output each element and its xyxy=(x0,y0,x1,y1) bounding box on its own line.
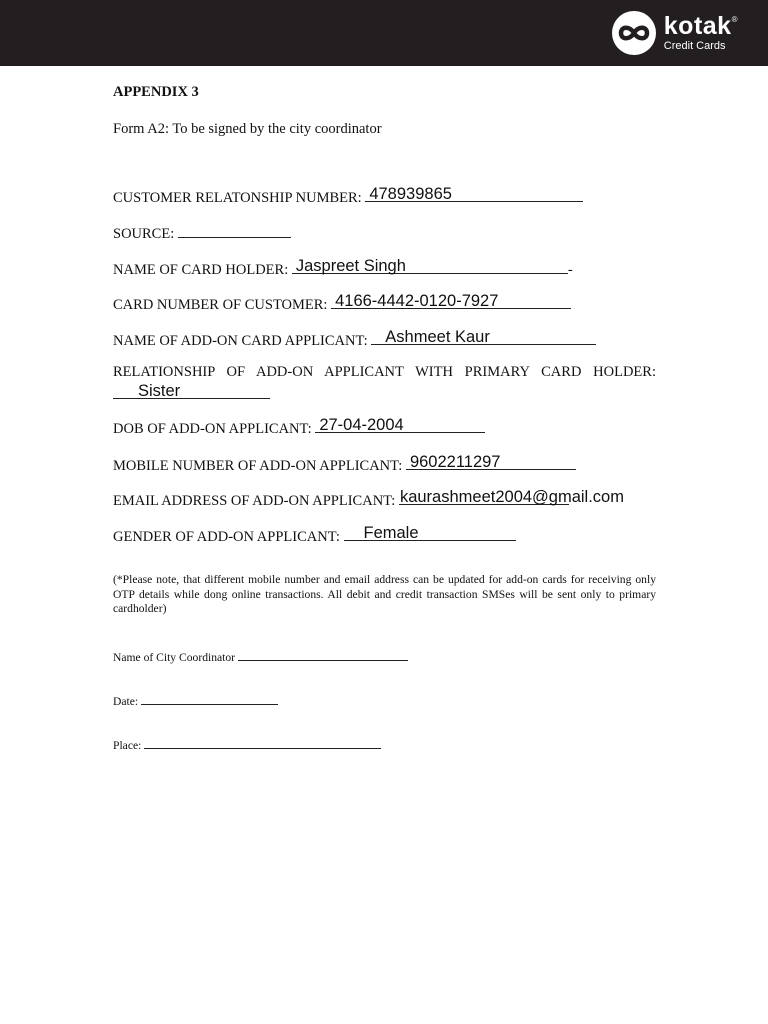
coordinator-row xyxy=(113,648,408,664)
addon-name-value: Ashmeet Kaur xyxy=(385,328,490,346)
email-value: kaurashmeet2004@gmail.com xyxy=(399,488,624,506)
addon-name-label: NAME OF ADD-ON CARD APPLICANT: xyxy=(113,333,368,349)
kotak-infinity-logo-icon xyxy=(611,10,657,56)
relationship-value: Sister xyxy=(138,382,181,400)
place-row xyxy=(113,736,381,752)
addon-name-row xyxy=(113,330,596,350)
card-holder-field[interactable] xyxy=(292,259,568,274)
mobile-label: MOBILE NUMBER OF ADD-ON APPLICANT: xyxy=(113,458,403,474)
disclaimer-note: (*Please note, that different mobile number and email address can be updated for add-on cards for receiving only OTP details while dong online transactions. All debit and credit transaction SMSes will be sent only to primary cardholder) xyxy=(113,573,656,615)
card-holder-row xyxy=(113,259,573,279)
card-number-value: 4166-4442-0120-7927 xyxy=(335,292,499,310)
relationship-row xyxy=(113,384,270,404)
mobile-value: 9602211297 xyxy=(409,453,501,471)
page-header xyxy=(0,0,768,66)
source-row xyxy=(113,223,291,243)
gender-label: GENDER OF ADD-ON APPLICANT: xyxy=(113,529,340,545)
email-row xyxy=(113,488,624,510)
brand-subtitle: Credit Cards xyxy=(663,40,726,52)
relationship-label: RELATIONSHIP OF ADD-ON APPLICANT WITH PRIMARY CARD HOLDER: xyxy=(113,364,656,380)
crn-label: CUSTOMER RELATONSHIP NUMBER: xyxy=(113,190,362,206)
dob-value: 27-04-2004 xyxy=(319,416,404,434)
card-holder-value: Jaspreet Singh xyxy=(295,257,406,275)
date-field[interactable] xyxy=(141,692,278,705)
email-field[interactable] xyxy=(399,488,624,506)
dob-row xyxy=(113,418,485,438)
mobile-row xyxy=(113,455,576,475)
date-label: Date: xyxy=(113,695,139,708)
crn-value: 478939865 xyxy=(369,185,452,203)
crn-row xyxy=(113,187,583,207)
coordinator-field[interactable] xyxy=(238,648,408,661)
card-holder-label: NAME OF CARD HOLDER: xyxy=(113,262,289,278)
card-holder-suffix: - xyxy=(567,262,573,278)
dob-label: DOB OF ADD-ON APPLICANT: xyxy=(113,421,312,437)
brand-logo xyxy=(611,12,738,54)
gender-field[interactable] xyxy=(344,526,516,541)
card-number-label: CARD NUMBER OF CUSTOMER: xyxy=(113,297,328,313)
place-field[interactable] xyxy=(144,736,381,749)
coordinator-label: Name of City Coordinator xyxy=(113,651,236,664)
source-label: SOURCE: xyxy=(113,226,175,242)
source-field[interactable] xyxy=(178,223,291,238)
mobile-field[interactable] xyxy=(406,455,576,470)
registered-mark: ® xyxy=(731,15,738,24)
gender-row xyxy=(113,526,516,546)
card-number-field[interactable] xyxy=(331,294,571,309)
form-subtitle: Form A2: To be signed by the city coordinator xyxy=(113,121,382,137)
place-label: Place: xyxy=(113,739,142,752)
card-number-row xyxy=(113,294,571,314)
date-row xyxy=(113,692,278,708)
gender-value: Female xyxy=(363,524,419,542)
dob-field[interactable] xyxy=(315,418,485,433)
appendix-title: APPENDIX 3 xyxy=(113,84,199,100)
brand-name: kotak xyxy=(663,12,732,40)
crn-field[interactable] xyxy=(365,187,583,202)
relationship-field[interactable] xyxy=(113,384,270,399)
addon-name-field[interactable] xyxy=(371,330,596,345)
email-label: EMAIL ADDRESS OF ADD-ON APPLICANT: xyxy=(113,493,396,509)
